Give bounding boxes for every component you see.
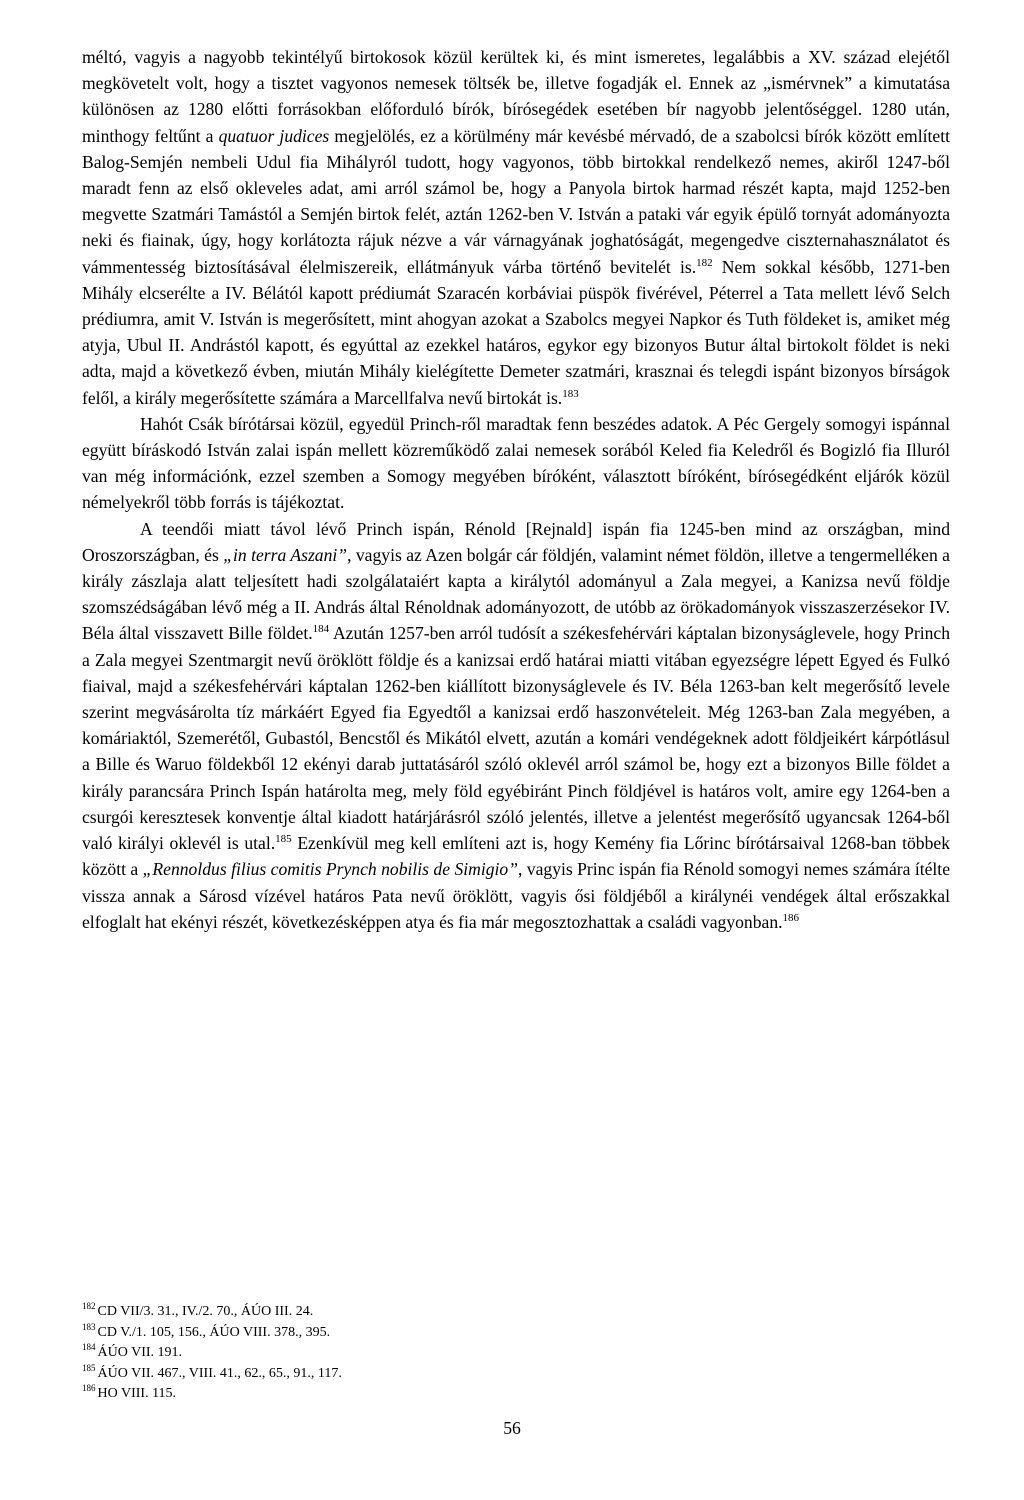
footnote-text: HO VIII. 115. [97, 1386, 177, 1401]
footnote-number: 184 [82, 1342, 96, 1353]
paragraph [82, 411, 950, 516]
footnote [82, 1343, 950, 1364]
text-run: , vagyis az Azen bolgár cár földjén, valamint német földön, illetve a tengermelléken a király zászlaja alatt teljesített hadi szolgálataiért kapta a királytól adományul a Zala megyei, a Kanizsa nevű földje szomszédságában lévő még a II. András által Rénoldnak adományozott, de utóbb az örökadományok visszaszerzésekor IV. Béla által visszavett Bille földet. [82, 544, 950, 644]
footnote-number: 185 [82, 1362, 96, 1373]
italic-phrase: quatuor judices [218, 125, 330, 146]
page-number: 56 [503, 1418, 521, 1438]
footnote-number: 182 [82, 1301, 96, 1312]
footnote [82, 1323, 950, 1344]
footnote-text: ÁÚO VII. 191. [97, 1345, 183, 1360]
footnote-text: ÁÚO VII. 467., VIII. 41., 62., 65., 91., 117. [97, 1365, 342, 1381]
paragraph [82, 44, 950, 411]
footnotes [82, 1302, 950, 1405]
footnote-reference: 184 [312, 623, 330, 636]
footnote-reference: 186 [782, 911, 800, 924]
footnote-number: 186 [82, 1383, 96, 1394]
text-run: megjelölés, ez a körülmény már kevésbé mérvadó, de a szabolcsi bírók között említett Balog-Semjén nembeli Udul fia Mihályról tudott, hogy vagyonos, több birtokkal rendelkező nemes, akiről 1247-ből maradt fenn az első okleveles adat, ami arról számol be, hogy a Panyola birtok harmad részét kapta, majd 1252-ben megvette Szatmári Tamástól a Semjén birtok felét, aztán 1262-ben V. István a pataki vár egyik épülő tornyát adományozta neki és fiainak, úgy, hogy korlátozta rájuk nézve a vár várnagyának joghatóságát, megengedve ciszternahasználatot és vámmentesség biztosításával élelmiszereik, ellátmányuk várba történő bevitelét is. [82, 125, 950, 277]
footnote-reference: 183 [562, 387, 579, 400]
footnote-reference: 182 [696, 256, 713, 269]
text-run: Nem sokkal később, 1271-ben Mihály elcserélte a IV. Bélától kapott prédiumát Szaracén korbáviai püspök fivérével, Péterrel a Tata mellett lévő Selch prédiumra, amit V. István is megerősített, mint ahogyan azokat a Szabolcs megyei Napkor és Tuth földeket is, amiket még atyja, Ubul II. Andrástól kapott, és egyúttal az ezekkel határos, egykor egy bizonyos Butur által birtokolt földet is neki adta, majd a következő évben, miután Mihály kielégítette Demeter szatmári, krasznai és telegdi ispánt bizonyos bírságok felől, a király megerősítette számára a Marcellfalva nevű birtokát is. [82, 256, 951, 408]
text-run: , vagyis Princ ispán fia Rénold somogyi nemes számára ítélte vissza annak a Sárosd vízével határos Pata nevű öröklött, vagyis ősi földjéből a királynéi vendégek által erőszakkal elfoglalt hat ekényi részét, következésképpen atya és fia már megosztozhattak a családi vagyonban. [82, 859, 950, 932]
footnote-text: CD VII/3. 31., IV./2. 70., ÁÚO III. 24. [97, 1304, 314, 1319]
footnote-reference: 185 [275, 833, 292, 846]
footnote [82, 1384, 950, 1405]
footnote-number: 183 [82, 1321, 96, 1332]
text-run: méltó, vagyis a nagyobb tekintélyű birtokosok közül kerültek ki, és mint ismeretes, legalábbis a XV. század elejétől megkövetelt volt, hogy a tisztet vagyonos nemesek töltsék be, illetve fogadják el. Ennek az „ismérvnek” a kimutatása különösen az 1280 előtti forrásokban előforduló bírók, bírósegédek esetében bír nagyobb jelentőséggel. 1280 után, minthogy feltűnt a [82, 47, 950, 146]
footnote-text: CD V./1. 105, 156., ÁÚO VIII. 378., 395. [97, 1324, 331, 1340]
text-run: Azután 1257-ben arról tudósít a székesfehérvári káptalan bizonyságlevele, hogy Princh a Zala megyei Szentmargit nevű öröklött földje és a kanizsai erdő határai miatti vitában egyezségre lépett Egyed és Fulkó fiaival, majd a székesfehérvári káptalan 1262-ben kiállított bizonyságlevele és IV. Béla 1263-ban kelt megerősítő levele szerint megvásárolta tíz márkáért Egyed fia Egyedtől a kanizsai erdő haszonvételeit. Még 1263-ban Zala megyében, a komáriaktól, Szemerétől, Gubastól, Bencstől és Mikától elvett, azután a komári vendégeknek adott földjeikért kárpótlásul a Bille és Waruo földekből 12 ekényi darab juttatásáról szóló oklevél arról számol be, hogy ezt a bizonyos Bille földet a király parancsára Princh Ispán határolta meg, mely föld egyébiránt Pinch földjével is határos volt, amire egy 1264-ben a csurgói keresztesek konventje által kiadott határjárásról szóló jelentés, illetve a jelentést megerősítő ugyancsak 1264-ből való királyi oklevél is utal. [82, 623, 951, 854]
text-run: Hahót Csák bírótársai közül, egyedül Princh-ről maradtak fenn beszédes adatok. A Péc Gergely somogyi ispánnal együtt bíráskodó István zalai ispán mellett közreműködő zalai nemesek sorából Keled fia Keledről és Bogizló fia Illuról van még információnk, ezzel szemben a Somogy megyében bíróként, választott bíróként, bírósegédként eljárók közül némelyekről több forrás is tájékoztat. [82, 413, 950, 513]
paragraph [82, 516, 950, 935]
body-text [82, 44, 950, 935]
italic-phrase: „Rennoldus filius comitis Prynch nobilis de Simigio” [142, 859, 518, 880]
text-run: A teendői miatt távol lévő Princh ispán, Rénold [Rejnald] ispán fia 1245-ben mind az országban, mind Oroszországban, és [82, 518, 950, 565]
footnote [82, 1364, 950, 1385]
text-run: Ezenkívül meg kell említeni azt is, hogy Kemény fia Lőrinc bírótársaival 1268-ban többek között a [82, 833, 950, 880]
footnote [82, 1302, 950, 1323]
italic-phrase: „in terra Aszani” [223, 544, 348, 565]
